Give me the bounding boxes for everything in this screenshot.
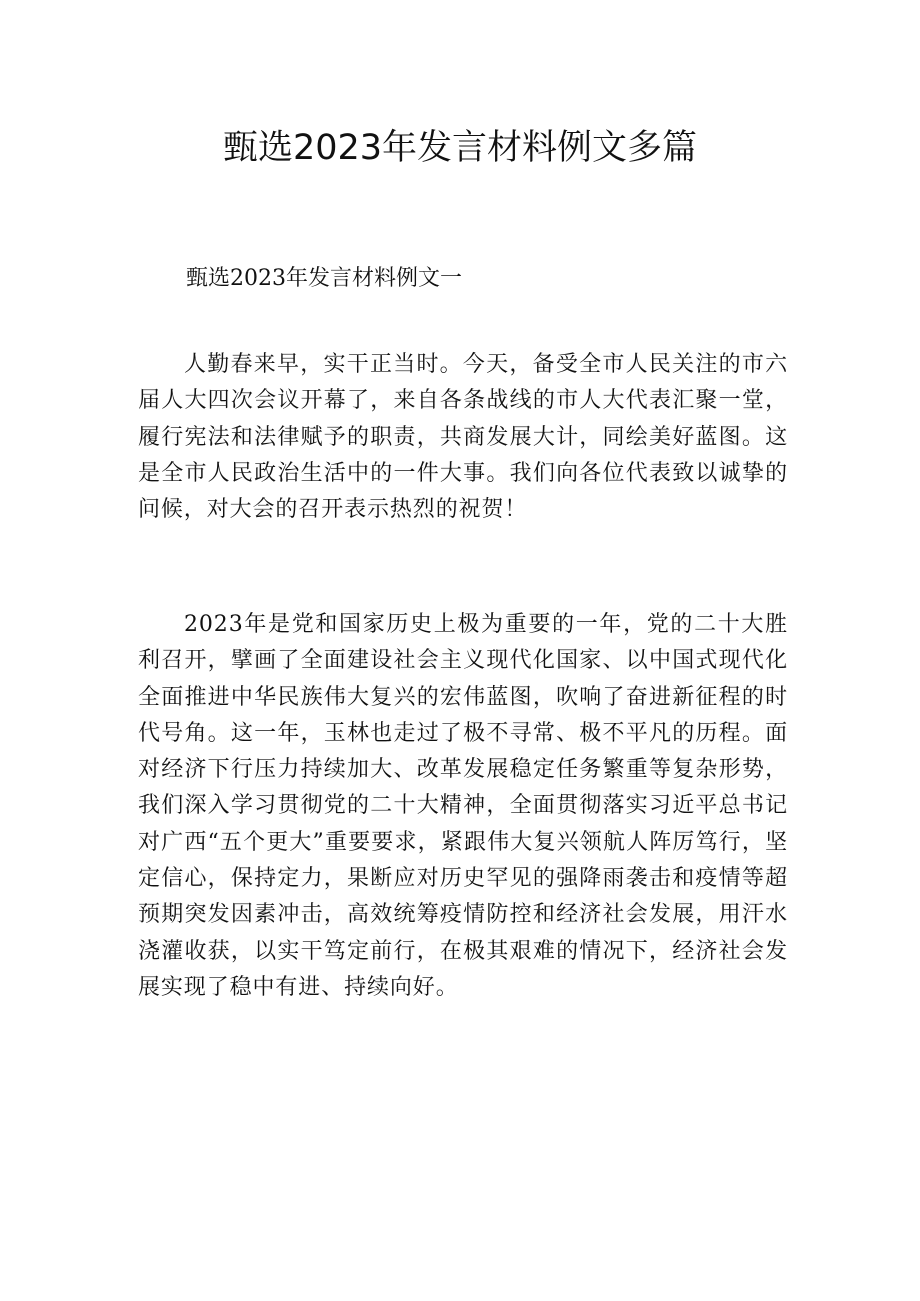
- body-paragraph-1: 人勤春来早，实干正当时。今天，备受全市人民关注的市六届人大四次会议开幕了，来自各条战线的市人大代表汇聚一堂，履行宪法和法律赋予的职责，共商发展大计，同绘美好蓝图。这是全市人民政治生活中的一件大事。我们向各位代表致以诚挚的问候，对大会的召开表示热烈的祝贺！: [138, 352, 788, 523]
- section-heading: 甄选2023年发言材料例文一: [186, 266, 462, 291]
- document-title: 甄选2023年发言材料例文多篇: [222, 128, 698, 168]
- body-paragraph-2: 2023年是党和国家历史上极为重要的一年，党的二十大胜利召开，擘画了全面建设社会主义现代化国家、以中国式现代化全面推进中华民族伟大复兴的宏伟蓝图，吹响了奋进新征程的时代号角。这一年，玉林也走过了极不寻常、极不平凡的历程。面对经济下行压力持续加大、改革发展稳定任务繁重等复杂形势，我们深入学习贯彻党的二十大精神，全面贯彻落实习近平总书记对广西“五个更大”重要要求，紧跟伟大复兴领航人阵厉笃行，坚定信心，保持定力，果断应对历史罕见的强降雨袭击和疫情等超预期突发因素冲击，高效统筹疫情防控和经济社会发展，用汗水浇灌收获，以实干笃定前行，在极其艰难的情况下，经济社会发展实现了稳中有进、持续向好。: [138, 612, 788, 1000]
